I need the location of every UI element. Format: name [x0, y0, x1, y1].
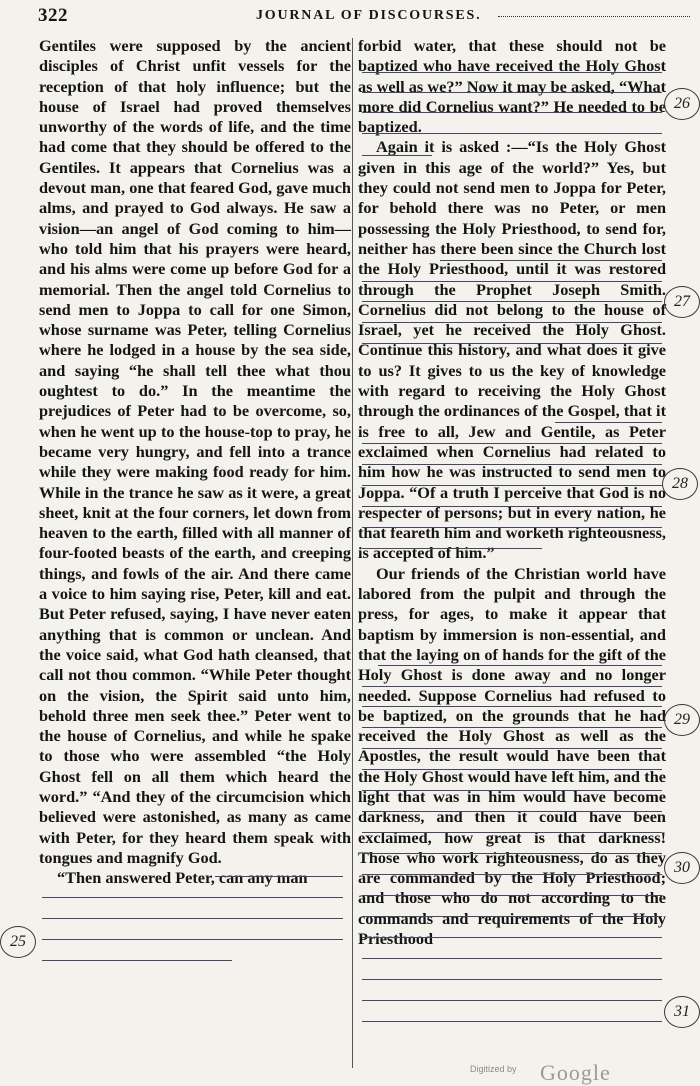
- page-number: 322: [38, 5, 68, 26]
- annotation-underline: [362, 958, 662, 959]
- annotation-underline: [42, 918, 343, 919]
- annotation-underline: [362, 281, 662, 282]
- annotation-underline: [215, 876, 343, 877]
- annotation-underline: [362, 916, 662, 917]
- left-paragraph-2: “Then answered Peter, can any man: [57, 868, 308, 888]
- annotation-underline: [362, 769, 662, 770]
- right-paragraph-1: forbid water, that these should not be baptized who have received the Holy Ghost as well as we?” Now it may be asked, “What more did Cornelius want?” He needed to be baptized.: [358, 36, 666, 137]
- annotation-underline: [362, 133, 662, 134]
- annotation-underline: [362, 548, 542, 549]
- running-title: JOURNAL OF DISCOURSES.: [256, 8, 482, 23]
- left-paragraph-1: Gentiles were supposed by the ancient disciples of Christ unfit vessels for the reception of that holy influence; but the house of Israel had proved themselves unworthy of the words of life, and the time had come that they should be offered to the Gentiles. It appears that Cornelius was a devout man, one that feared God, gave much alms, and prayed to God always. He saw a vision—an angel of God coming to him—who told him that his prayers were heard, and his alms were come up before God for a memorial. Then the angel told Cornelius to send men to Joppa to call for one Simon, whose surname was Peter, telling Cornelius where he lodged in a house by the sea side, and saying “he shall tell thee what thou oughtest to do.” In the meantime the prejudices of Peter had to be overcome, so, when he went up to the house-top to pray, he became very hungry, and fell into a trance while they were making food ready for him. While in the trance he saw as it were, a great sheet, knit at the four corners, let down from heaven to the earth, filled with all manner of four-footed beasts of the earth, and creeping things, and fowls of the air. And there came a voice to him saying rise, Peter, kill and eat. But Peter refused, saying, I have never eaten anything that is common or unclean. And the voice said, what God hath cleansed, that call not thou common. “While Peter thought on the vision, the Spirit said unto him, behold three men seek thee.” Peter went to the house of Cornelius, and while he spake to those who were assembled “the Holy Ghost fell on all them which heard the word.” “And they of the circumcision which believed were astonished, as many as came with Peter, for they heard them speak with tongues and magnify God.: [39, 36, 351, 867]
- annotation-underline: [440, 260, 662, 261]
- annotation-underline: [362, 464, 662, 465]
- annotation-underline: [378, 665, 662, 666]
- annotation-underline: [362, 706, 662, 707]
- annotation-underline: [362, 112, 662, 113]
- annotation-underline: [362, 155, 432, 156]
- right-paragraph-2: Again it is asked :—“Is the Holy Ghost given in this age of the world?” Yes, but they could not send men to Joppa for Peter, for behold there was no Peter, or men possessing the Holy Priesthood, to send for, neither has there been since the Church lost the Holy Priesthood, until it was restored through the Prophet Joseph Smith. Cornelius did not belong to the house of Israel, yet he received the Holy Ghost. Continue this history, and what does it give to us? It gives to us the key of knowledge with regard to receiving the Holy Ghost through the ordinances of the Gospel, that it is free to all, Jew and Gentile, as Peter exclaimed when Cornelius had related to him how he was instructed to send men to Joppa. “Of a truth I perceive that God is no respecter of persons; but in every nation, he that feareth him and worketh righteousness, is accepted of him.”: [358, 137, 666, 563]
- annotation-underline: [42, 939, 343, 940]
- margin-number-27: 27: [664, 286, 700, 318]
- annotation-underline: [362, 443, 662, 444]
- annotation-underline: [362, 1000, 662, 1001]
- google-watermark: Google: [540, 1060, 611, 1085]
- margin-number-26: 26: [664, 88, 700, 120]
- annotation-underline: [362, 895, 662, 896]
- page-header: [38, 2, 690, 28]
- right-paragraph-3: Our friends of the Christian world have labored from the pulpit and through the press, for ages, to make it appear that baptism by immersion is non-essential, and that the laying on of hands for the gift of the Holy Ghost is done away and no longer needed. Suppose Cornelius had refused to be baptized, on the grounds that he had received the Holy Ghost as well as the Apostles, the result would have been that the Holy Ghost would have left him, and the light that was in him would have become darkness, and then it could have been exclaimed, how great is that darkness! Those who work righteousness, do as they are commanded by the Holy Priesthood; and those who do not according to the commands and requirements of the Holy Priesthood: [358, 563, 666, 949]
- margin-number-29: 29: [664, 704, 700, 736]
- digitized-by-label: Digitized by: [470, 1064, 517, 1074]
- header-rule: [498, 16, 690, 19]
- column-divider: [352, 38, 353, 1068]
- margin-number-31: 31: [664, 996, 700, 1028]
- annotation-underline: [362, 790, 662, 791]
- annotation-underline: [362, 322, 662, 323]
- annotation-underline: [362, 727, 662, 728]
- annotation-underline: [362, 811, 662, 812]
- annotation-underline: [555, 422, 662, 423]
- annotation-underline: [362, 979, 662, 980]
- annotation-underline: [362, 72, 662, 73]
- annotation-underline: [362, 937, 662, 938]
- right-column: [358, 36, 666, 949]
- annotation-underline: [362, 1021, 662, 1022]
- margin-number-28: 28: [662, 468, 698, 500]
- annotation-underline: [362, 853, 662, 854]
- annotation-underline: [362, 92, 662, 93]
- annotation-underline: [362, 485, 662, 486]
- annotation-underline: [42, 960, 232, 961]
- left-column: [39, 36, 351, 888]
- annotation-underline: [42, 897, 343, 898]
- annotation-underline: [362, 506, 662, 507]
- annotation-underline: [362, 748, 662, 749]
- annotation-underline: [362, 343, 662, 344]
- margin-number-30: 30: [664, 852, 700, 884]
- margin-number-25: 25: [0, 926, 36, 958]
- annotation-underline: [362, 686, 662, 687]
- annotation-underline: [362, 874, 662, 875]
- annotation-underline: [362, 832, 662, 833]
- annotation-underline: [362, 301, 662, 302]
- annotation-underline: [362, 527, 662, 528]
